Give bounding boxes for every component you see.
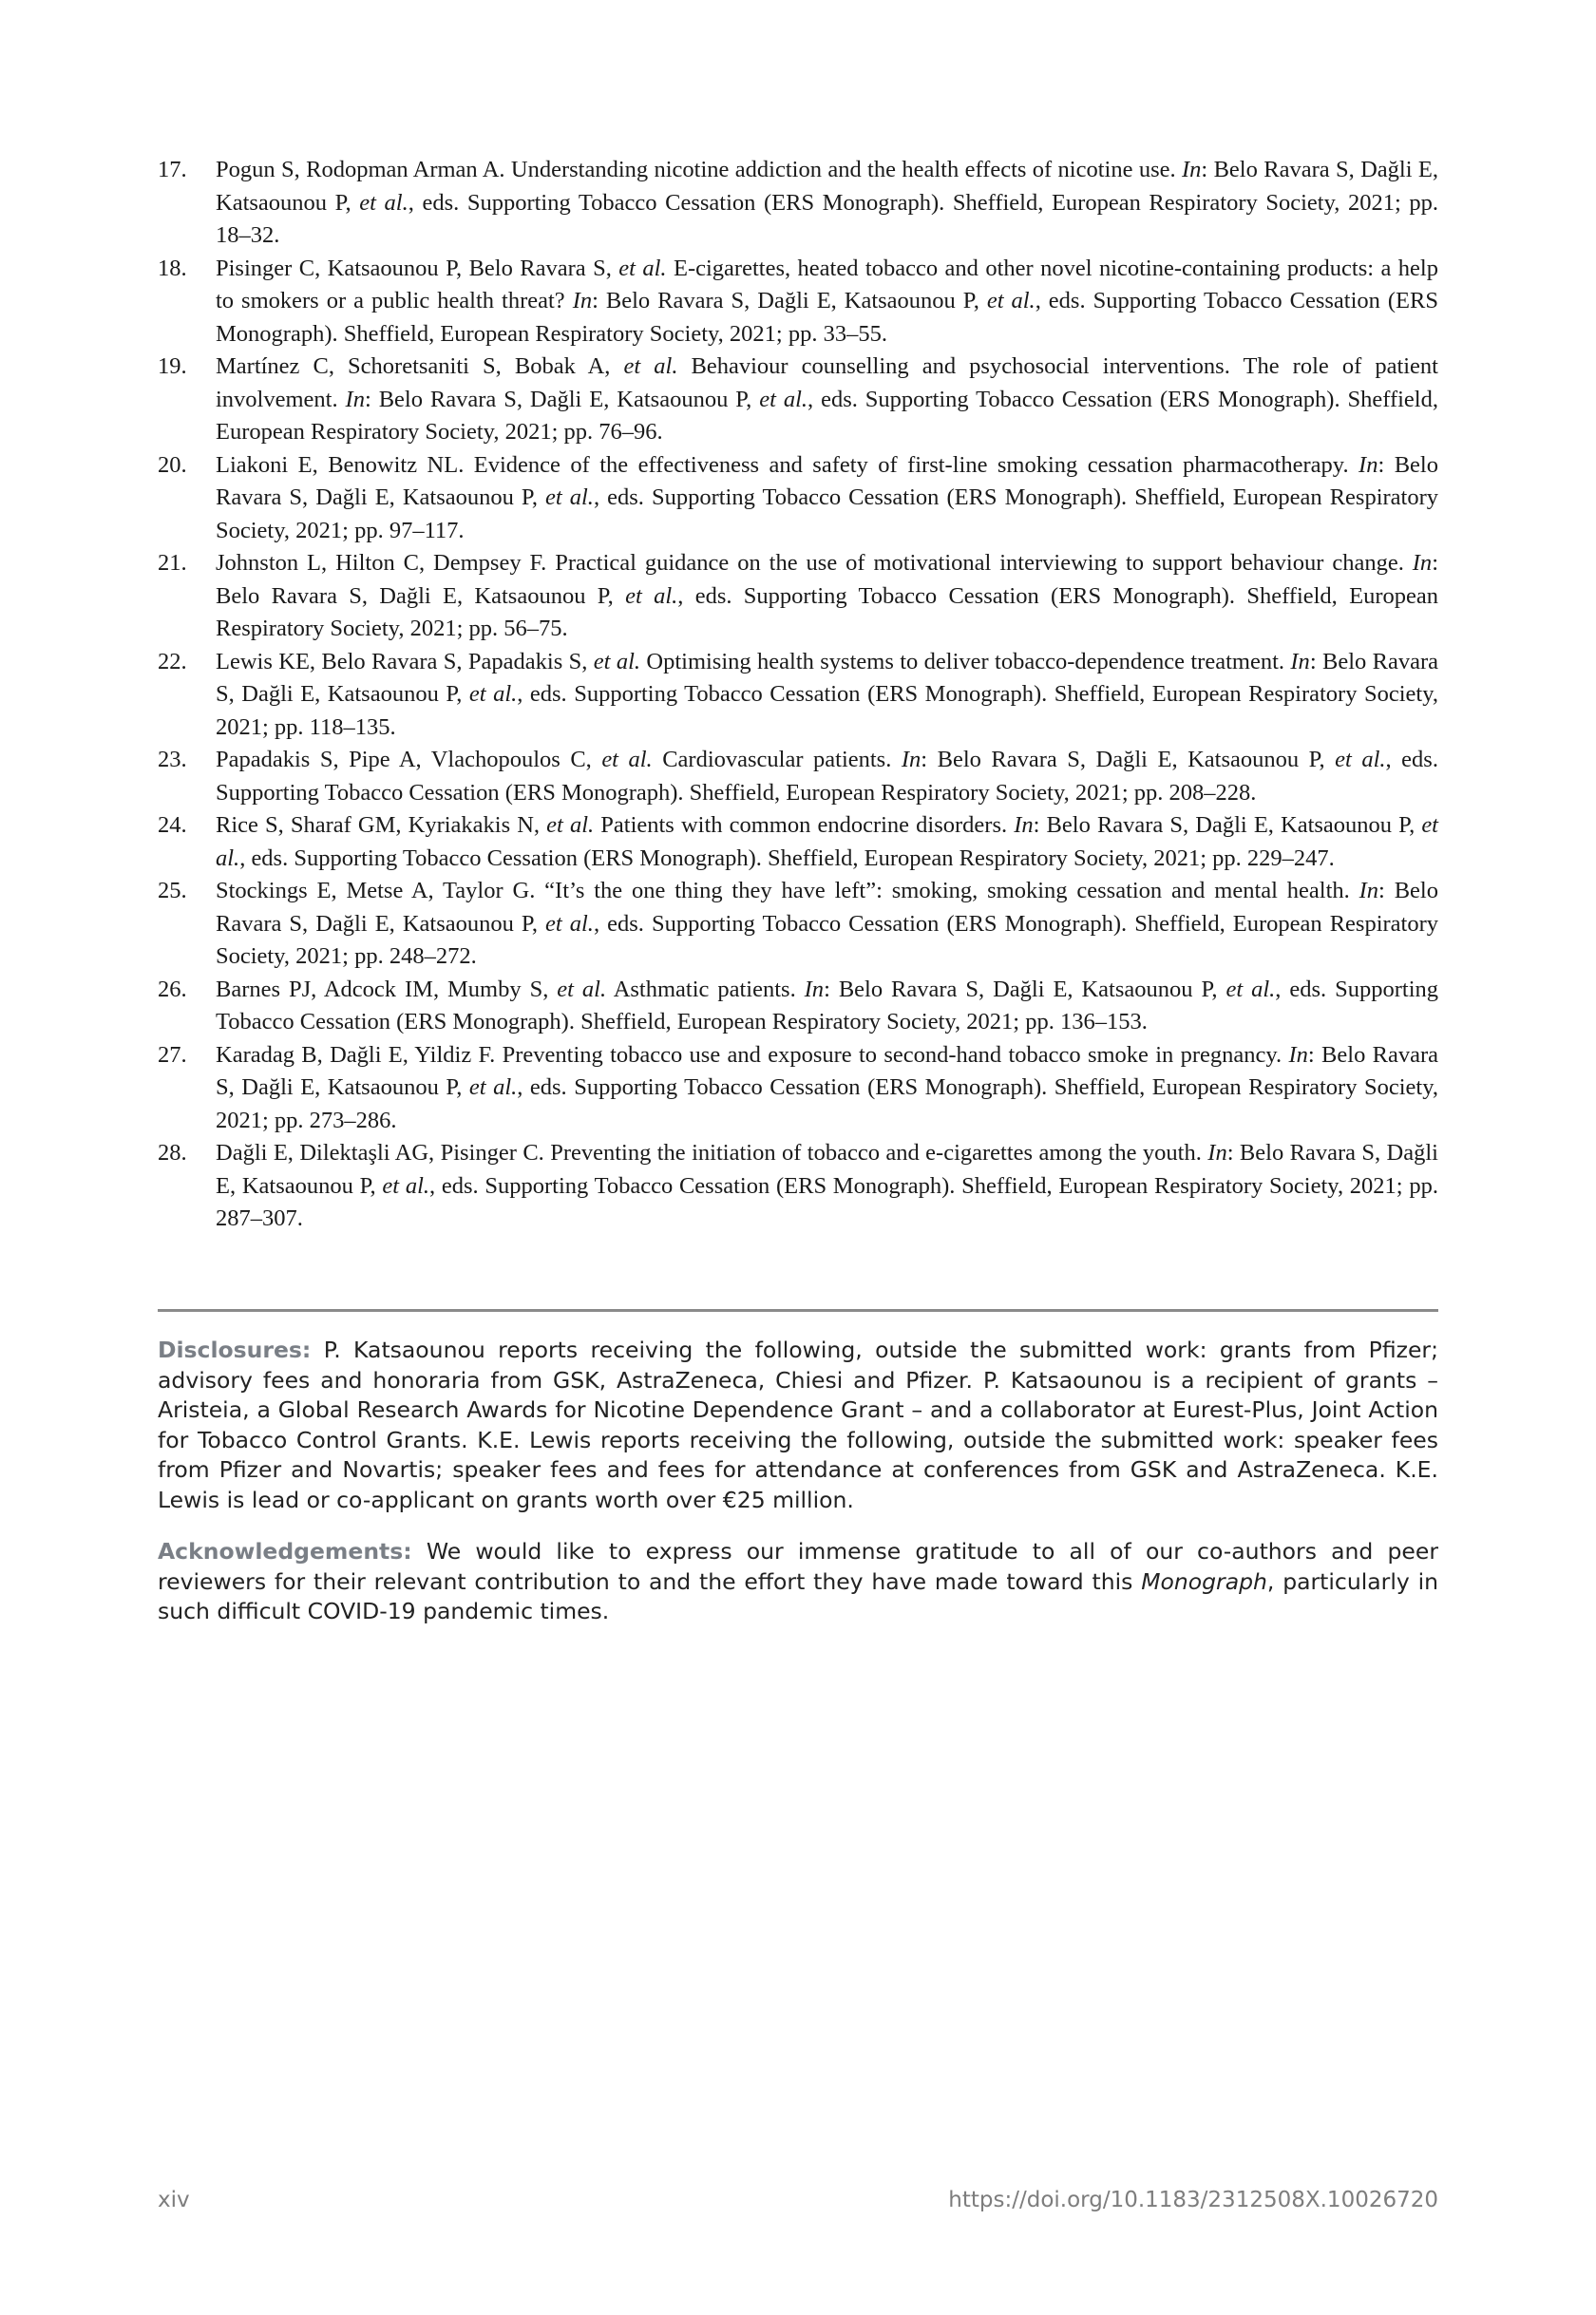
text-run: , eds. Supporting Tobacco Cessation (ERS Monograph). Sheffield, European Respiratory Society, 2021; pp. 248–272. (216, 910, 1438, 969)
italic-text: In (572, 288, 593, 313)
acknowledgements-paragraph (158, 1537, 1438, 1627)
reference-item (158, 1137, 1438, 1236)
text-run: , eds. Supporting Tobacco Cessation (ERS Monograph). Sheffield, European Respiratory Society, 2021; pp. 56–75. (216, 582, 1438, 641)
italic-text: et al. (986, 288, 1036, 313)
italic-text: In (804, 976, 825, 1002)
italic-text: et al. (1226, 976, 1276, 1002)
text-run: , eds. Supporting Tobacco Cessation (ERS Monograph). Sheffield, European Respiratory Society, 2021; pp. 229–247. (239, 844, 1335, 871)
reference-number: 23. (158, 747, 187, 772)
text-run: , eds. Supporting Tobacco Cessation (ERS Monograph). Sheffield, European Respiratory Society, 2021; pp. 97–117. (216, 484, 1438, 543)
reference-item (158, 547, 1438, 646)
text-run: Karadag B, Dağli E, Yildiz F. Preventing tobacco use and exposure to second-hand tobacco smoke in pregnancy. (216, 1041, 1289, 1068)
text-run: Dağli E, Dilektaşli AG, Pisinger C. Preventing the initiation of tobacco and e-cigarettes among the youth. (216, 1140, 1208, 1166)
text-run: Lewis KE, Belo Ravara S, Papadakis S, (216, 648, 594, 674)
text-run: Pogun S, Rodopman Arman A. Understanding nicotine addiction and the health effects of nicotine use. (216, 157, 1182, 182)
text-run: , particularly in such difficult COVID-19 pandemic times. (158, 1567, 1438, 1624)
text-run: P. Katsaounou reports receiving the following, outside the submitted work: grants from Pfizer; advisory fees and honoraria from GSK, AstraZeneca, Chiesi and Pfizer. P. Katsaounou is a recipient of grants – Aristeia, a Global Research Awards for Nicotine Dependence Grant – and a collaborator at Eurest-Plus, Joint Action for Tobacco Control Grants. K.E. Lewis reports receiving the following, outside the submitted work: speaker fees from Pfizer and Novartis; speaker fees and fees for attendance at conferences from GSK and AstraZeneca. K.E. Lewis is lead or co-applicant on grants worth over €25 million. (158, 1337, 1438, 1513)
italic-text: et al. (546, 812, 595, 838)
reference-number: 21. (158, 550, 187, 576)
reference-text (216, 157, 1438, 248)
italic-text: In (1014, 812, 1034, 838)
reference-text (216, 353, 1438, 445)
reference-item (158, 809, 1438, 875)
reference-text (216, 1042, 1438, 1133)
italic-text: et al. (359, 189, 408, 216)
italic-text: et al. (545, 910, 594, 937)
italic-text: et al. (468, 1074, 518, 1100)
reference-number: 27. (158, 1041, 187, 1068)
reference-text (216, 452, 1438, 543)
text-run: : Belo Ravara S, Dağli E, Katsaounou P, (216, 878, 1438, 937)
italic-text: In (1358, 451, 1378, 478)
section-divider (158, 1309, 1438, 1312)
reference-number: 17. (158, 157, 187, 182)
reference-text (216, 812, 1438, 871)
text-run: Pisinger C, Katsaounou P, Belo Ravara S, (216, 255, 619, 281)
text-run: We would like to express our immense gratitude to all of our co-authors and peer reviewers for their relevant contribution to and the effort they have made toward this (158, 1538, 1438, 1595)
italic-text: et al. (545, 484, 594, 510)
reference-text (216, 747, 1438, 806)
reference-number: 25. (158, 878, 187, 903)
text-run: Barnes PJ, Adcock IM, Mumby S, (216, 976, 558, 1002)
text-run: Papadakis S, Pipe A, Vlachopoulos C, (216, 747, 602, 772)
text-run: , eds. Supporting Tobacco Cessation (ERS Monograph). Sheffield, European Respiratory Society, 2021; pp. 287–307. (216, 1172, 1438, 1231)
reference-item (158, 154, 1438, 253)
acknowledgements-label: Acknowledgements: (158, 1538, 412, 1565)
reference-text (216, 256, 1438, 347)
disclosures-paragraph (158, 1336, 1438, 1515)
disclosures-label: Disclosures: (158, 1337, 312, 1363)
italic-text: et al. (623, 353, 678, 379)
italic-text: et al. (601, 747, 653, 772)
italic-text: et al. (557, 976, 607, 1002)
text-run: Behaviour counselling and psychosocial interventions. The role of patient involvement. (216, 353, 1438, 412)
text-run: E-cigarettes, heated tobacco and other novel nicotine-containing products: a help to smokers or a public health threat? (216, 255, 1438, 313)
italic-text: In (1412, 550, 1433, 576)
text-run: Rice S, Sharaf GM, Kyriakakis N, (216, 812, 547, 838)
text-run: , eds. Supporting Tobacco Cessation (ERS Monograph). Sheffield, European Respiratory Society, 2021; pp. 76–96. (216, 386, 1438, 445)
reference-item (158, 351, 1438, 449)
text-run: , eds. Supporting Tobacco Cessation (ERS Monograph). Sheffield, European Respiratory Society, 2021; pp. 33–55. (216, 288, 1438, 347)
text-run: , eds. Supporting Tobacco Cessation (ERS Monograph). Sheffield, European Respiratory Society, 2021; pp. 18–32. (216, 189, 1438, 248)
reference-number: 28. (158, 1140, 187, 1166)
doi-link[interactable]: https://doi.org/10.1183/2312508X.10026720 (948, 2188, 1438, 2212)
reference-number: 20. (158, 451, 187, 478)
reference-item (158, 875, 1438, 974)
text-run: : Belo Ravara S, Dağli E, Katsaounou P, (1033, 812, 1422, 838)
italic-text: In (901, 747, 922, 772)
italic-text: et al. (759, 386, 808, 412)
reference-number: 22. (158, 648, 187, 674)
italic-text: In (1288, 1041, 1308, 1068)
text-run: : Belo Ravara S, Dağli E, Katsaounou P, (592, 288, 987, 313)
italic-text: et al. (382, 1172, 429, 1199)
reference-text (216, 1140, 1438, 1231)
reference-number: 19. (158, 353, 187, 379)
italic-text: In (1290, 648, 1310, 674)
italic-text: et al. (625, 582, 678, 609)
page-number: xiv (158, 2188, 190, 2212)
text-run: , eds. Supporting Tobacco Cessation (ERS Monograph). Sheffield, European Respiratory Society, 2021; pp. 208–228. (216, 747, 1438, 806)
text-run: : Belo Ravara S, Dağli E, Katsaounou P, (216, 550, 1438, 609)
italic-text: In (1182, 157, 1202, 182)
text-run: : Belo Ravara S, Dağli E, Katsaounou P, (216, 1041, 1439, 1100)
text-run: : Belo Ravara S, Dağli E, Katsaounou P, (364, 386, 760, 412)
text-run: , eds. Supporting Tobacco Cessation (ERS Monograph). Sheffield, European Respiratory Society, 2021; pp. 136–153. (216, 976, 1439, 1034)
text-run: : Belo Ravara S, Dağli E, Katsaounou P, (921, 747, 1336, 772)
text-run: Optimising health systems to deliver tobacco-dependence treatment. (640, 648, 1291, 674)
text-run: Patients with common endocrine disorders. (594, 812, 1015, 838)
italic-text: et al. (468, 681, 518, 707)
italic-text: et al. (1335, 747, 1386, 772)
reference-item (158, 449, 1438, 548)
italic-text: In (1207, 1140, 1227, 1166)
text-run: Martínez C, Schoretsaniti S, Bobak A, (216, 353, 624, 379)
reference-text (216, 550, 1438, 641)
italic-text: et al. (216, 812, 1438, 871)
reference-item (158, 646, 1438, 745)
text-run: : Belo Ravara S, Dağli E, Katsaounou P, (216, 451, 1438, 510)
reference-text (216, 878, 1438, 969)
text-run: : Belo Ravara S, Dağli E, Katsaounou P, (216, 1140, 1438, 1199)
text-run: Asthmatic patients. (606, 976, 805, 1002)
text-run: Stockings E, Metse A, Taylor G. “It’s the one thing they have left”: smoking, smoking cessation and mental health. (216, 878, 1359, 903)
italic-text: et al. (593, 648, 641, 674)
reference-number: 24. (158, 812, 187, 838)
text-run: , eds. Supporting Tobacco Cessation (ERS Monograph). Sheffield, European Respiratory Society, 2021; pp. 118–135. (216, 681, 1438, 740)
reference-number: 18. (158, 255, 187, 281)
reference-number: 26. (158, 976, 187, 1002)
reference-text (216, 649, 1438, 740)
text-run: Johnston L, Hilton C, Dempsey F. Practical guidance on the use of motivational interviewing to support behaviour change. (216, 550, 1413, 576)
reference-item (158, 974, 1438, 1039)
text-run: Liakoni E, Benowitz NL. Evidence of the effectiveness and safety of first-line smoking cessation pharmacotherapy. (216, 451, 1359, 478)
italic-text: In (1358, 878, 1379, 903)
reference-item (158, 253, 1438, 351)
italic-text: Monograph (1141, 1567, 1267, 1595)
text-run: : Belo Ravara S, Dağli E, Katsaounou P, (216, 157, 1438, 216)
reference-item (158, 744, 1438, 809)
text-run: , eds. Supporting Tobacco Cessation (ERS Monograph). Sheffield, European Respiratory Society, 2021; pp. 273–286. (216, 1074, 1438, 1133)
italic-text: In (345, 386, 365, 412)
reference-item (158, 1039, 1438, 1138)
text-run: : Belo Ravara S, Dağli E, Katsaounou P, (216, 648, 1439, 707)
reference-text (216, 977, 1438, 1035)
reference-list (158, 154, 1438, 1236)
text-run: Cardiovascular patients. (652, 747, 902, 772)
italic-text: et al. (618, 255, 667, 281)
disclosures-text (158, 1337, 1438, 1513)
text-run: : Belo Ravara S, Dağli E, Katsaounou P, (824, 976, 1226, 1002)
